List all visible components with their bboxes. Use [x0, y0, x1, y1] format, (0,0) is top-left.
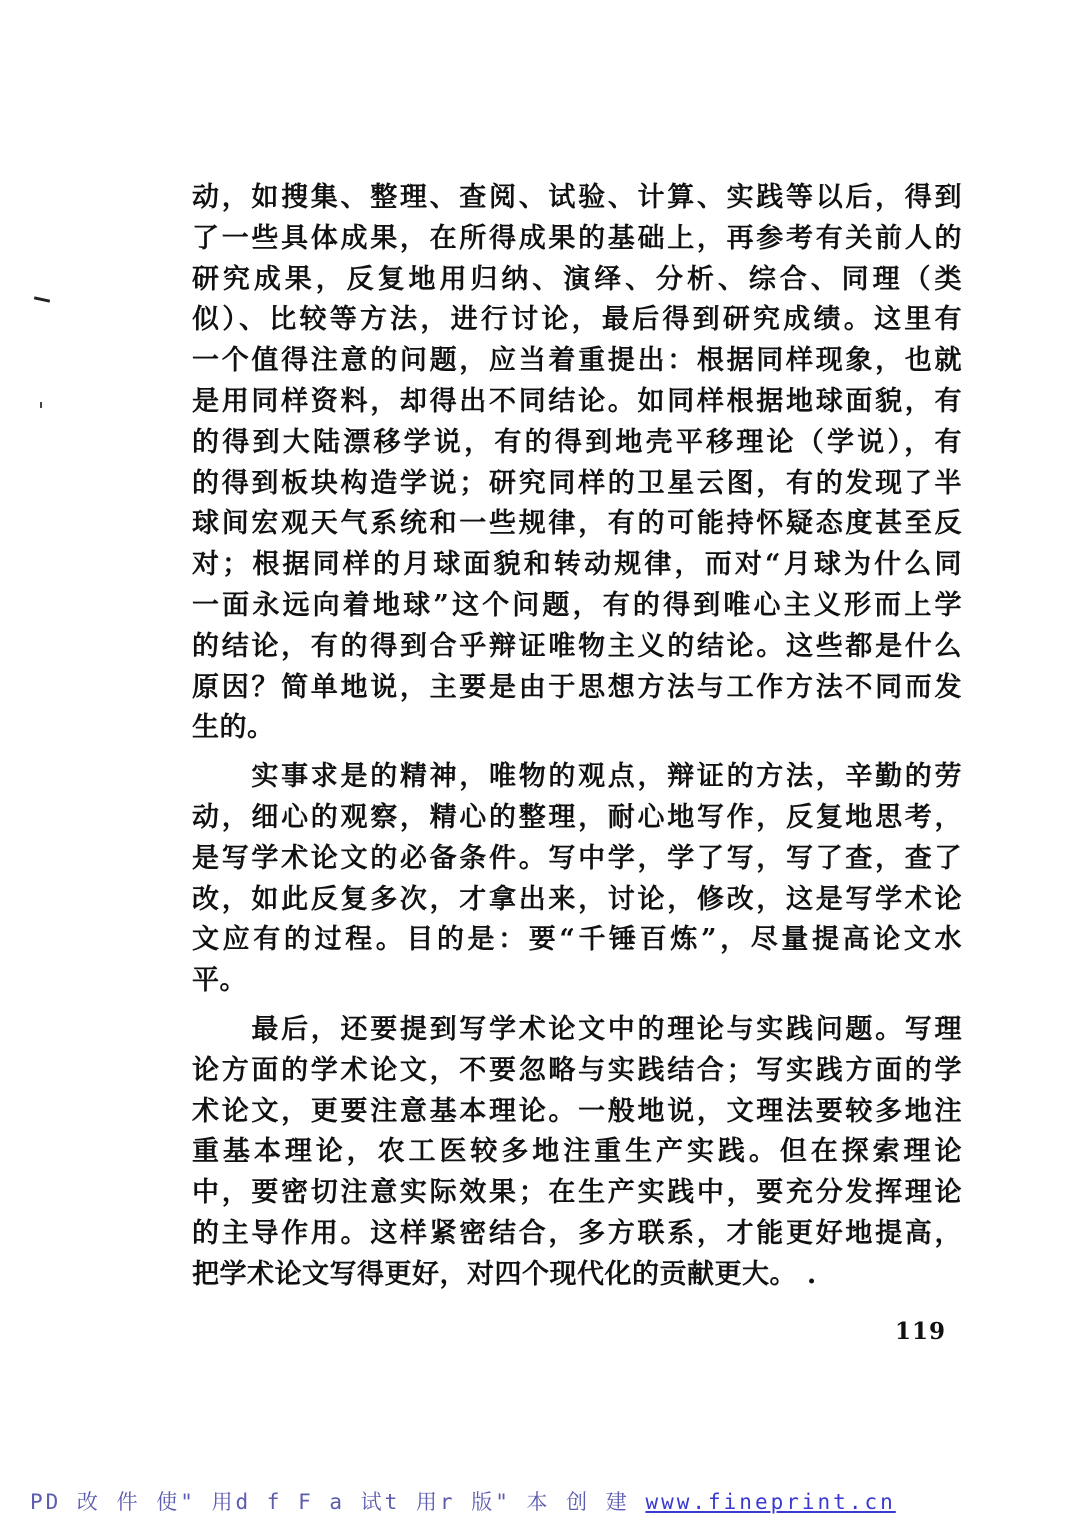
margin-mark [40, 402, 42, 408]
text-line: 研究成果，反复地用归纳、演绎、分析、综合、同理（类 [192, 263, 962, 295]
text-line: 是用同样资料，却得出不同结论。如同样根据地球面貌，有 [192, 385, 962, 417]
text-line: 的得到板块构造学说；研究同样的卫星云图，有的发现了半 [192, 467, 962, 499]
paragraph-2 [192, 757, 962, 1002]
text-line: 术论文，更要注意基本理论。一般地说，文理法要较多地注 [192, 1095, 962, 1127]
text-line: 的结论，有的得到合乎辩证唯物主义的结论。这些都是什么 [192, 630, 962, 662]
paragraph-3 [192, 1010, 962, 1296]
watermark-text: PD 改 件 使" 用d f F a 试t 用r 版" 本 创 建 [30, 1490, 630, 1514]
text-line: 了一些具体成果，在所得成果的基础上，再参考有关前人的 [192, 222, 962, 254]
text-line: 的主导作用。这样紧密结合，多方联系，才能更好地提高， [192, 1217, 962, 1249]
body-text [192, 178, 962, 1296]
text-line: 论方面的学术论文，不要忽略与实践结合；写实践方面的学 [192, 1054, 962, 1086]
text-line: 是写学术论文的必备条件。写中学，学了写，写了查，查了 [192, 842, 962, 874]
text-line: 重基本理论，农工医较多地注重生产实践。但在探索理论 [192, 1136, 962, 1168]
text-line: 平。 [192, 965, 247, 997]
text-line: 生的。 [192, 712, 275, 744]
text-line: 动，如搜集、整理、查阅、试验、计算、实践等以后，得到 [192, 182, 962, 213]
text-line: 对；根据同样的月球面貌和转动规律，而对“月球为什么同 [192, 549, 962, 581]
text-line: 的得到大陆漂移学说，有的得到地壳平移理论（学说），有 [192, 426, 962, 458]
margin-mark [34, 296, 50, 302]
page-number: 119 [895, 1318, 947, 1345]
text-line: 球间宏观天气系统和一些规律，有的可能持怀疑态度甚至反 [192, 508, 962, 540]
text-line: 最后，还要提到写学术论文中的理论与实践问题。写理 [192, 1013, 962, 1045]
watermark-link[interactable]: www.fineprint.cn [645, 1490, 896, 1514]
text-line: 把学术论文写得更好，对四个现代化的贡献更大。 . [192, 1258, 817, 1290]
text-line: 原因？简单地说，主要是由于思想方法与工作方法不同而发 [192, 671, 962, 703]
text-line: 一个值得注意的问题，应当着重提出：根据同样现象，也就 [192, 345, 962, 377]
text-line: 实事求是的精神，唯物的观点，辩证的方法，辛勤的劳 [192, 761, 962, 793]
watermark-footer[interactable] [30, 1486, 896, 1516]
text-line: 似）、比较等方法，进行讨论，最后得到研究成绩。这里有 [192, 304, 962, 336]
text-line: 动，细心的观察，精心的整理，耐心地写作，反复地思考， [192, 801, 962, 833]
text-line: 一面永远向着地球”这个问题，有的得到唯心主义形而上学 [192, 589, 962, 621]
text-line: 改，如此反复多次，才拿出来，讨论，修改，这是写学术论 [192, 883, 962, 915]
text-line: 中，要密切注意实际效果；在生产实践中，要充分发挥理论 [192, 1177, 962, 1209]
text-line: 文应有的过程。目的是：要“千锤百炼”，尽量提高论文水 [192, 924, 962, 956]
paragraph-1 [192, 178, 962, 749]
